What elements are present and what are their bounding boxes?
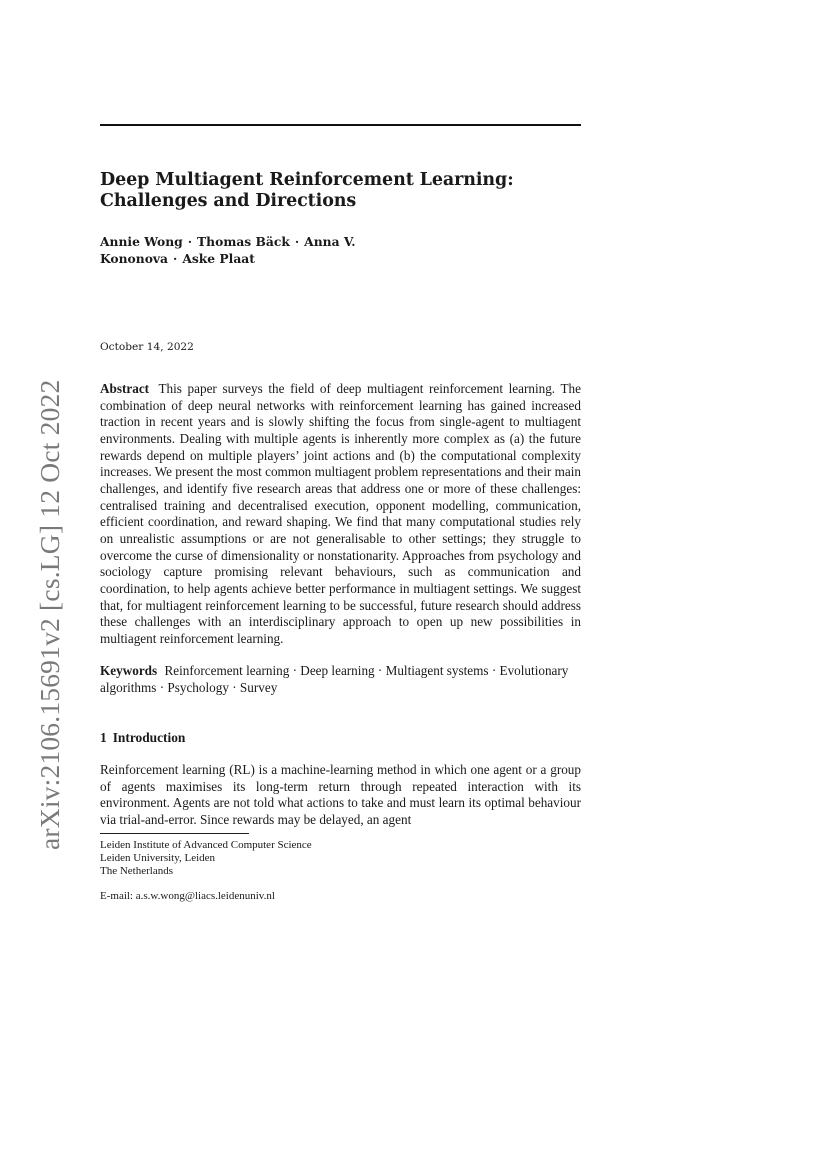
keywords-text: Reinforcement learning · Deep learning · Multiagent systems · Evolutionary algorithms · Psychology · Survey [100, 663, 569, 695]
keywords [100, 663, 581, 696]
author-line-1 [100, 234, 400, 251]
author-separator: · [294, 234, 300, 249]
author-list [100, 234, 400, 267]
keywords-label: Keywords [100, 663, 158, 678]
author-name: Kononova [100, 250, 169, 266]
author-name: Aske Plaat [182, 250, 255, 266]
abstract [100, 381, 581, 648]
title-rule [100, 124, 581, 126]
author-email: E-mail: a.s.w.wong@liacs.leidenuniv.nl [100, 890, 275, 902]
author-line-2 [100, 251, 400, 268]
affiliation [100, 839, 312, 877]
affiliation-line: The Netherlands [100, 864, 173, 877]
section-number: 1 [100, 730, 107, 745]
author-separator: · [187, 234, 193, 249]
affiliation-line: Leiden Institute of Advanced Computer Science [100, 839, 312, 851]
abstract-text: This paper surveys the field of deep multiagent reinforcement learning. The combination of deep neural networks with reinforcement learning has gained increased traction in recent years and is slowly shifting the focus from single-agent to multiagent environments. Dealing with multiple agents is inherently more complex as (a) the future rewards depend on multiple players’ joint actions and (b) the computational complexity increases. We present the most common multiagent problem representations and their main challenges, and identify five research areas that address one or more of these challenges: centralised training and decentralised execution, opponent modelling, communication, efficient coordination, and reward shaping. We find that many computational studies rely on unrealistic assumptions or are not generalisable to other settings; they struggle to overcome the curse of dimensionality or nonstationarity. Approaches from psychology and sociology capture promising relevant behaviours, such as communication and coordination, to help agents achieve better performance in multiagent settings. We suggest that, for multiagent reinforcement learning to be successful, future research should address these challenges with an interdisciplinary approach to open up new possibilities in multiagent reinforcement learning. [100, 381, 581, 646]
author-name: Annie Wong [100, 234, 183, 249]
intro-paragraph: Reinforcement learning (RL) is a machine-learning method in which one agent or a group of agents maximises its long-term return through repeated interaction with its environment. Agents are not told what actions to take and must learn its optimal behaviour via trial-and-error. Since rewards may be delayed, an agent [100, 762, 581, 827]
abstract-label: Abstract [100, 381, 150, 396]
arxiv-stamp: arXiv:2106.15691v2 [cs.LG] 12 Oct 2022 [34, 379, 65, 850]
paper-date: October 14, 2022 [100, 341, 194, 353]
footnote-rule [100, 833, 249, 834]
paper-title: Deep Multiagent Reinforcement Learning: Challenges and Directions [100, 170, 514, 211]
affiliation-line: Leiden University, Leiden [100, 851, 216, 864]
author-name: Thomas Bäck [197, 234, 290, 249]
section-heading [100, 729, 185, 746]
author-separator: · [173, 250, 178, 266]
section-title: Introduction [112, 730, 186, 745]
author-name: Anna V. [304, 234, 356, 249]
